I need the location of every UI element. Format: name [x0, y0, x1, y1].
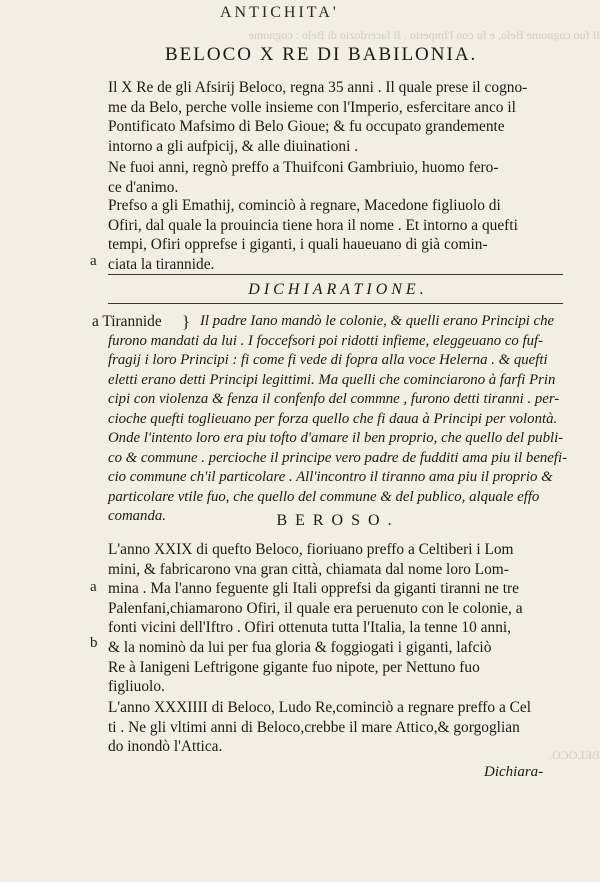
margin-note-marker: b — [90, 635, 98, 651]
body-paragraph: Prefso a gli Emathij, cominciò à regnare, Macedone figliuolo di Ofiri, dal quale la prouincia tiene hora il nome . Et intorno a quefti tempi, Ofiri opprefse i giganti, i quali haueuano di già comin- ciata la tirannide. — [108, 197, 518, 273]
page-title: BELOCO X RE DI BABILONIA. — [165, 44, 478, 65]
body-paragraph: Ne fuoi anni, regnò preffo a Thuifconi Gambriuio, huomo fero- ce d'animo. — [108, 159, 499, 196]
bleed-through-text: Il fuo cognome Belo, e fu con l'Imperio . Il facerdozio di Belo : cognome — [248, 28, 600, 42]
annotation-label: a Tirannide — [92, 313, 162, 330]
divider — [108, 303, 563, 304]
brace-icon: } — [182, 312, 191, 331]
annotation-text: Il padre Iano mandò le colonie, & quelli erano Principi che — [200, 313, 555, 329]
divider — [108, 274, 563, 275]
body-paragraph: L'anno XXIX di quefto Beloco, fioriuano preffo a Celtiberi i Lom mini, & fabricarono vna gran città, chiamata dal nome loro Lom- mina . Ma l'anno feguente gli Itali opprefsi da giganti tiranni ne tre Palenfani,chiamarono Ofiri, il quale era peruenuto con le colonie, a fonti vicini dell'Iftro . Ofiri ottenuta tutta l'Italia, la tenne 10 anni, & la nominò da lui per fua gloria & foggiogati i giganti, lafciò Re à Ianigeni Leftrigone gigante fuo nipote, per Nettuno fuo figliuolo. — [108, 541, 523, 696]
section-heading-dichiaratione: DICHIARATIONE. — [248, 281, 428, 298]
body-paragraph: Il X Re de gli Afsirij Beloco, regna 35 anni . Il quale prese il cogno- me da Belo, perche volle insieme con l'Imperio, esfercitare anco il Pontificato Mafsimo di Belo Gioue; & fu occupato grandemente intorno a gli aufpicij, & alle diuinationi . — [108, 79, 528, 155]
catchword: Dichiara- — [484, 764, 544, 780]
running-head: ANTICHITA' — [220, 4, 339, 21]
bleed-through-footer: BELOCO. — [549, 748, 600, 762]
body-paragraph: L'anno XXXIIII di Beloco, Ludo Re,cominciò a regnare preffo a Cel ti . Ne gli vltimi anni di Beloco,crebbe il mare Attico,& gorgoglian do inondò l'Attica. — [108, 699, 532, 756]
annotation-text: furono mandati da lui . I foccefsori poi ridotti infieme, eleggeuano co fuf- fragij i loro Principi : fi come fi vede di fopra alla voce Helerna . & quefti eletti erano detti Principi legittimi. Ma quelli che cominciarono à farfi Prin cipi con violenza & fenza il confenfo del commne , furono detti tiranni . per- cioche quefti toglieuano per forza quello che fi daua à Principi per volontà. Onde l'intento loro era piu tofto d'amare il ben proprio, che quello del publi- co & commune . percioche il principe vero padre de fudditi ama piu il benefi- cio commune ch'il particolare . All'incontro il tiranno ama piu il proprio & particolare vtile fuo, che quello del commune & del publico, alquale effo comanda. — [108, 332, 567, 524]
margin-note-marker: a — [90, 579, 97, 595]
margin-note-marker: a — [90, 253, 97, 269]
section-heading-beroso: BEROSO. — [276, 512, 400, 529]
